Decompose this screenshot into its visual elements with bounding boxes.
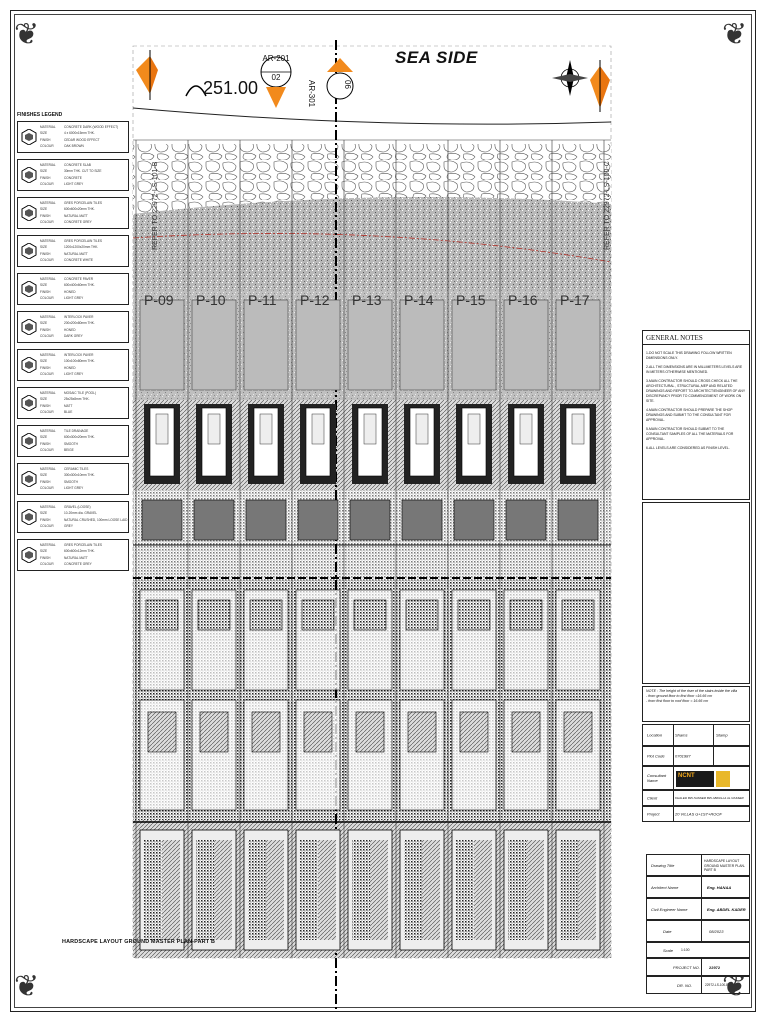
finish-hex-icon bbox=[21, 547, 37, 563]
client-row: Client KHALED BIN NASSER BIN ABDULLA AL NASSER bbox=[642, 790, 750, 806]
legend-field-labels: MATERIAL SIZE FINISH COLOUR bbox=[40, 391, 56, 414]
finish-hex-icon bbox=[21, 509, 37, 525]
legend-field-values: CERAMIC TILES 300x300x10mm THK. SMOOTH LIGHT GREY bbox=[64, 467, 95, 490]
finish-hex-icon bbox=[21, 167, 37, 183]
plot-label: P-13 bbox=[352, 292, 382, 308]
plot-label: P-14 bbox=[404, 292, 434, 308]
drawing-no-row: DR. NO. 22972-LS-100-B bbox=[646, 976, 750, 994]
legend-field-labels: MATERIAL SIZE FINISH COLOUR bbox=[40, 163, 56, 186]
legend-item bbox=[17, 197, 129, 229]
section-marker-right bbox=[590, 60, 610, 112]
legend-item bbox=[17, 349, 129, 381]
section-marker-id: AR-201 bbox=[262, 54, 290, 63]
general-notes-box bbox=[642, 330, 750, 500]
civil-engineer-row: Civil Engineer Name Eng. ABDEL KADER bbox=[646, 898, 750, 920]
title-block-panel bbox=[642, 330, 750, 1010]
general-notes-title: GENERAL NOTES bbox=[643, 331, 749, 345]
finish-hex-icon bbox=[21, 357, 37, 373]
elevation-marker-ar201 bbox=[261, 57, 291, 108]
ornament-corner-icon: ❦ bbox=[722, 970, 748, 1003]
general-note-item: 3-MAIN CONTRACTOR SHOULD CROSS CHECK ALL THE ARCHITECTURAL , STRUCTURAL,MEP AND RELATED DRAWINGS AND REPORT TO ARCHITECT/ENGINEER OF ANY DISCREPANCY PRIOR TO COMMENCEMENT OF WORK ON SITE. bbox=[646, 379, 746, 403]
legend-item bbox=[17, 311, 129, 343]
legend-field-values: MOSAIC TILE (POOL) 25x25x8mm THK. MATT BLUE bbox=[64, 391, 96, 414]
legend-item bbox=[17, 463, 129, 495]
general-note-item: 5-MAIN CONTRACTOR SHOULD SUBMIT TO THE CONSULTANT SAMPLES OF ALL THE MATERIALS FOR APPROVAL. bbox=[646, 427, 734, 441]
plot-label: P-11 bbox=[248, 292, 277, 308]
finish-hex-icon bbox=[21, 471, 37, 487]
plot-label: P-16 bbox=[508, 292, 538, 308]
plot-label: P-12 bbox=[300, 292, 330, 308]
legend-item bbox=[17, 273, 129, 305]
legend-field-labels: MATERIAL SIZE FINISH COLOUR bbox=[40, 505, 56, 528]
section-marker-num: 02 bbox=[271, 73, 281, 82]
finishes-legend bbox=[17, 112, 129, 577]
finish-hex-icon bbox=[21, 433, 37, 449]
legend-field-values: GRES PORCELAIN TILES 600x600x12mm THK. NATURAL MATT CONCRETE GREY bbox=[64, 543, 103, 566]
legend-field-values: CONCRETE PAVER 600x400x60mm THK. HONED LIGHT GREY bbox=[64, 277, 95, 300]
scale-row: Scale 1:100 bbox=[646, 942, 750, 958]
finish-hex-icon bbox=[21, 243, 37, 259]
legend-item bbox=[17, 121, 129, 153]
ornament-corner-icon: ❦ bbox=[14, 18, 40, 51]
drawing-title-row: Drawing Title HARDSCAPE LAYOUT GROUND MASTER PLAN-PART B bbox=[646, 854, 750, 876]
note-line: - from ground floor to first floor =16.66 cm bbox=[646, 694, 713, 698]
note-title: NOTE : The height of the riser of the stairs inside the villa bbox=[646, 689, 738, 693]
plot-code-row: Plot Code 0701987 bbox=[642, 746, 750, 766]
general-note-item: 1-DO NOT SCALE THIS DRAWING FOLLOW WRITTEN DIMENSIONS ONLY. bbox=[646, 351, 732, 360]
plot-label: P-10 bbox=[196, 292, 226, 308]
refer-to-label: REFER TO 22972-LS-100-C bbox=[604, 161, 611, 250]
legend-field-labels: MATERIAL SIZE FINISH COLOUR bbox=[40, 315, 56, 338]
legend-field-values: GRES PORCELAIN TILES 600x600x20mm THK. NATURAL MATT CONCRETE GREY bbox=[64, 201, 103, 224]
plot-label: P-09 bbox=[144, 292, 174, 308]
ornament-corner-icon: ❦ bbox=[722, 18, 748, 51]
legend-item bbox=[17, 159, 129, 191]
finish-hex-icon bbox=[21, 281, 37, 297]
date-row: Date 08/2023 bbox=[646, 920, 750, 942]
section-marker-left bbox=[136, 50, 158, 100]
consultant-row: Consultant Name NCNT bbox=[642, 766, 750, 790]
legend-field-values: GRES PORCELAIN TILES 1200x1200x20mm THK. NATURAL MATT CONCRETE WHITE bbox=[64, 239, 103, 262]
architect-row: Architect Name Eng. HANAA bbox=[646, 876, 750, 898]
legend-field-values: INTERLOCK PAVER 200x200x80mm THK. HONED DARK GREY bbox=[64, 315, 95, 338]
ornament-corner-icon: ❦ bbox=[14, 970, 40, 1003]
legend-item bbox=[17, 501, 129, 533]
drawing-bottom-title: HARDSCAPE LAYOUT GROUND MASTER PLAN-PART B bbox=[62, 939, 216, 945]
legend-field-values: INTERLOCK PAVER 100x100x80mm THK. HONED LIGHT GREY bbox=[64, 353, 95, 376]
legend-field-labels: MATERIAL SIZE FINISH COLOUR bbox=[40, 467, 56, 490]
elevation-label: 251.00 bbox=[203, 78, 259, 98]
legend-field-values: GRAVEL (LOOSE) 10-20mm dia. GRAVEL NATURAL CRUSHED, 100mm LOOSE LAID GREY bbox=[64, 505, 128, 528]
legend-field-labels: MATERIAL SIZE FINISH COLOUR bbox=[40, 201, 56, 224]
section-marker-num: 06 bbox=[343, 80, 352, 89]
finish-hex-icon bbox=[21, 205, 37, 221]
revision-box bbox=[642, 502, 750, 684]
consultant-logo: NCNT bbox=[676, 771, 714, 787]
general-note-item: 2-ALL THE DIMENSIONS ARE IN MILLIMETERS LEVELS ARE IN METERS OTHERWISE MENTIONED. bbox=[646, 365, 743, 374]
legend-item bbox=[17, 425, 129, 457]
legend-field-labels: MATERIAL SIZE FINISH COLOUR bbox=[40, 277, 56, 300]
sea-side-label: SEA SIDE bbox=[395, 48, 478, 67]
legend-item bbox=[17, 539, 129, 571]
stairs-note bbox=[642, 686, 750, 722]
legend-field-labels: MATERIAL SIZE FINISH COLOUR bbox=[40, 239, 56, 262]
plot-label: P-15 bbox=[456, 292, 486, 308]
legend-title: FINISHES LEGEND bbox=[17, 112, 63, 118]
finish-hex-icon bbox=[21, 129, 37, 145]
finish-hex-icon bbox=[21, 395, 37, 411]
legend-field-values: TILE DRAINAGE 600x300x20mm THK. SMOOTH BEIGE bbox=[64, 429, 95, 452]
refer-to-label: REFER TO 22972-LS-101-B bbox=[152, 161, 159, 250]
legend-field-values: CONCRETE DARK (WOOD EFFECT) 4 x 6000x15mm THK. CEDAR WOOD EFFECT OAK BROWN bbox=[64, 125, 119, 148]
project-row: Project 20 VILLAS G+1ST+ROOF bbox=[642, 806, 750, 822]
legend-field-labels: MATERIAL SIZE FINISH COLOUR bbox=[40, 353, 56, 376]
north-arrow-icon bbox=[552, 60, 588, 96]
legend-field-values: CONCRETE SLAB 30mm THK. CUT TO SIZE CONCRETE LIGHT GREY bbox=[64, 163, 102, 186]
legend-item bbox=[17, 387, 129, 419]
note-line: - from first floor to roof floor = 16.66 cm bbox=[646, 699, 709, 703]
legend-field-labels: MATERIAL SIZE FINISH COLOUR bbox=[40, 429, 56, 452]
consultant-logo-mark bbox=[716, 771, 730, 787]
general-note-item: 6-ALL LEVELS ARE CONSIDERED AS FINISH LEVEL. bbox=[646, 446, 730, 450]
legend-field-labels: MATERIAL SIZE FINISH COLOUR bbox=[40, 543, 56, 566]
plot-label: P-17 bbox=[560, 292, 590, 308]
section-marker-id: AR-301 bbox=[307, 80, 316, 108]
elevation-marker-ar301 bbox=[327, 58, 353, 99]
legend-field-labels: MATERIAL SIZE FINISH COLOUR bbox=[40, 125, 56, 148]
general-note-item: 4-MAIN CONTRACTOR SHOULD PREPARE THE SHOP DRAWINGS AND SUBMIT TO THE CONSULTANT FOR APPROVAL. bbox=[646, 408, 733, 422]
project-no-row: PROJECT NO. 22972 bbox=[646, 958, 750, 976]
legend-item bbox=[17, 235, 129, 267]
finish-hex-icon bbox=[21, 319, 37, 335]
location-row: Location Shams Stamp bbox=[642, 724, 750, 746]
